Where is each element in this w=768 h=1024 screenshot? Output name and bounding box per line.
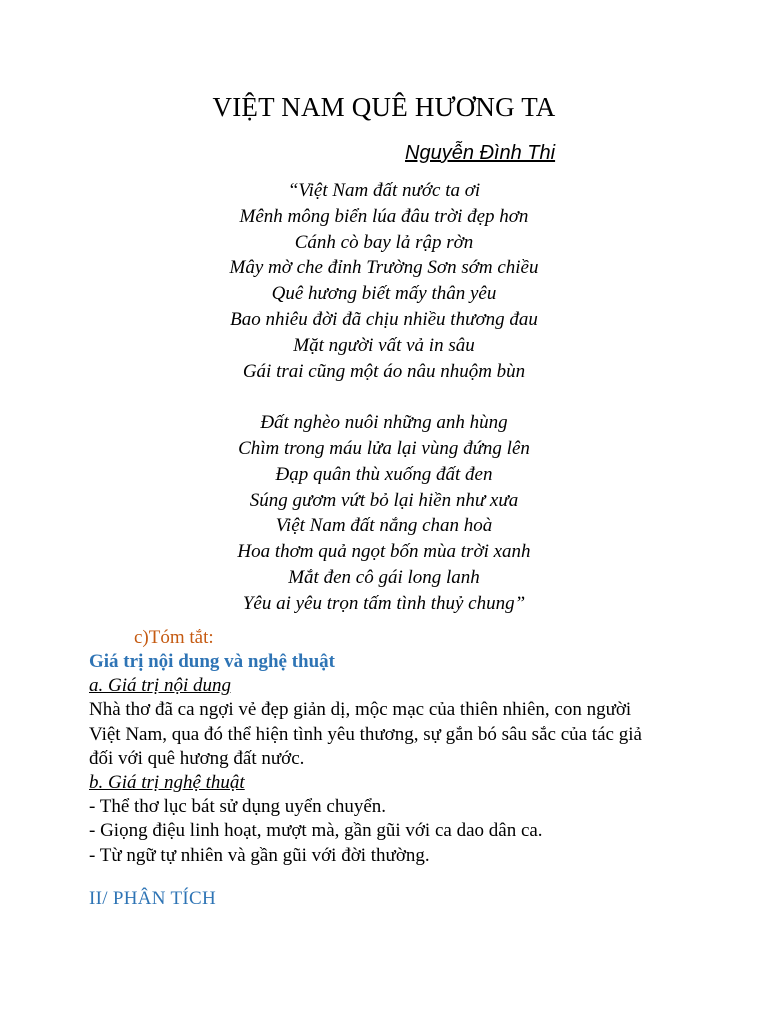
poem-line: Yêu ai yêu trọn tấm tình thuỷ chung” xyxy=(242,592,526,614)
content-value-line: đối với quê hương đất nước. xyxy=(89,747,305,769)
poem-body xyxy=(0,178,768,617)
values-heading: Giá trị nội dung và nghệ thuật xyxy=(89,651,335,672)
poem-line: Chìm trong máu lửa lại vùng đứng lên xyxy=(238,437,530,459)
poem-line: Gái trai cũng một áo nâu nhuộm bùn xyxy=(242,360,526,382)
poem-line: Đạp quân thù xuống đất đen xyxy=(275,463,493,485)
content-value-subheading: a. Giá trị nội dung xyxy=(89,675,231,697)
summary-label: c)Tóm tắt: xyxy=(134,627,214,648)
art-value-bullet: - Từ ngữ tự nhiên và gần gũi với đời thường. xyxy=(89,844,430,866)
values-section xyxy=(89,650,709,868)
art-value-subheading: b. Giá trị nghệ thuật xyxy=(89,772,245,794)
poem-line: Hoa thơm quả ngọt bốn mùa trời xanh xyxy=(237,541,531,563)
poem-line: Súng gươm vứt bỏ lại hiền như xưa xyxy=(249,489,519,511)
poem-line: Mây mờ che đỉnh Trường Sơn sớm chiều xyxy=(229,257,539,279)
stanza-gap xyxy=(0,384,768,410)
poem-line: Đất nghèo nuôi những anh hùng xyxy=(260,412,508,434)
poem-line: Mênh mông biển lúa đâu trời đẹp hơn xyxy=(239,205,529,227)
art-value-bullet: - Giọng điệu linh hoạt, mượt mà, gần gũi với ca dao dân ca. xyxy=(89,820,543,842)
poem-line: Cánh cò bay lả rập rờn xyxy=(294,231,474,253)
poem-line: “Việt Nam đất nước ta ơi xyxy=(287,180,481,201)
poem-line: Quê hương biết mấy thân yêu xyxy=(271,283,497,305)
poem-line: Bao nhiêu đời đã chịu nhiều thương đau xyxy=(230,308,538,330)
poem-line: Mặt người vất vả in sâu xyxy=(293,334,475,356)
poem-title: VIỆT NAM QUÊ HƯƠNG TA xyxy=(212,92,556,122)
content-value-line: Việt Nam, qua đó thể hiện tình yêu thương, sự gắn bó sâu sắc của tác giả xyxy=(89,723,642,745)
content-value-line: Nhà thơ đã ca ngợi vẻ đẹp giản dị, mộc mạc của thiên nhiên, con người xyxy=(89,699,632,721)
poem-line: Mắt đen cô gái long lanh xyxy=(288,566,480,588)
poem-author: Nguyễn Đình Thi xyxy=(405,142,556,164)
section-title: II/ PHÂN TÍCH xyxy=(89,888,217,909)
poem-line: Việt Nam đất nắng chan hoà xyxy=(275,515,493,537)
art-value-bullet: - Thể thơ lục bát sử dụng uyển chuyển. xyxy=(89,796,387,818)
